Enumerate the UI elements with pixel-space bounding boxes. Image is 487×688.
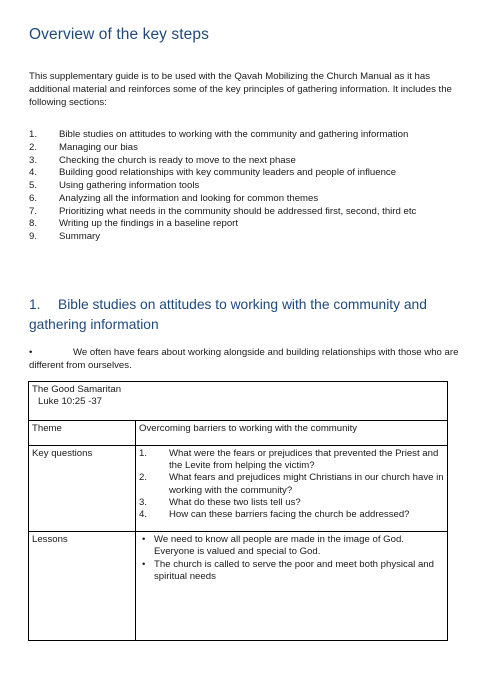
list-item-number: 9. (29, 231, 38, 242)
list-item (29, 193, 469, 206)
list-item-number: 2. (29, 141, 38, 153)
list-item (29, 206, 469, 219)
lesson-item (139, 534, 444, 558)
theme-value: Overcoming barriers to working with the community (136, 421, 448, 446)
list-item (29, 129, 469, 142)
lesson-text: We need to know all people are made in the image of God. Everyone is valued and special to God. (154, 534, 404, 558)
study-title-cell (29, 382, 448, 421)
question-number: 3. (139, 496, 148, 508)
list-item-text: Checking the church is ready to move to the next phase (59, 154, 296, 166)
questions-cell (136, 446, 448, 532)
study-reference: Luke 10:25 -37 (38, 396, 103, 408)
list-item-text: Summary (59, 231, 101, 242)
list-item (29, 155, 469, 168)
list-item-text: Building good relationships with key community leaders and people of influence (59, 167, 397, 179)
list-item (29, 231, 469, 244)
lessons-cell (136, 532, 448, 641)
list-item-text: Using gathering information tools (59, 180, 200, 191)
theme-label: Theme (29, 421, 136, 446)
section-number: 1. (29, 297, 41, 312)
sections-list (29, 129, 469, 244)
list-item-number: 7. (29, 205, 38, 217)
lesson-item (139, 559, 444, 583)
list-item-number: 6. (29, 192, 38, 204)
table-row (29, 382, 448, 421)
list-item-text: Writing up the findings in a baseline report (59, 218, 239, 230)
list-item-number: 5. (29, 180, 38, 191)
question-item (139, 472, 444, 496)
list-item-number: 4. (29, 167, 38, 179)
section-heading (29, 295, 459, 334)
list-item-number: 1. (29, 129, 38, 140)
list-item (29, 218, 469, 231)
table-row (29, 532, 448, 641)
section-heading-text: Bible studies on attitudes to working with the community and gathering information (29, 297, 427, 332)
list-item-number: 3. (29, 154, 38, 166)
question-number: 4. (139, 509, 148, 521)
table-row (29, 421, 448, 446)
list-item (29, 167, 469, 180)
question-text: What were the fears or prejudices that prevented the Priest and the Levite from helping the victim? (169, 448, 439, 472)
list-item-text: Managing our bias (59, 141, 138, 153)
question-text: How can these barriers facing the church be addressed? (169, 509, 410, 521)
question-item (139, 497, 444, 509)
bullet-icon: • (29, 347, 33, 358)
lesson-text: The church is called to serve the poor and meet both physical and spiritual needs (154, 558, 434, 582)
bullet-icon: • (142, 558, 146, 570)
intro-paragraph: This supplementary guide is to be used with the Qavah Mobilizing the Church Manual as it has additional material and reinforces some of the key principles of gathering information. It includes the following sections: (29, 71, 452, 108)
table-row (29, 446, 448, 532)
study-title: The Good Samaritan (32, 384, 122, 395)
list-item-text: Bible studies on attitudes to working with the community and gathering information (59, 129, 409, 140)
lessons-label: Lessons (29, 532, 136, 641)
list-item-number: 8. (29, 218, 38, 230)
page-title: Overview of the key steps (29, 26, 209, 43)
questions-label: Key questions (29, 446, 136, 532)
question-number: 2. (139, 472, 148, 484)
bullet-icon: • (142, 534, 146, 546)
bible-study-table (28, 381, 448, 641)
list-item-text: Prioritizing what needs in the community should be addressed first, second, third etc (59, 205, 417, 217)
question-item (139, 448, 444, 472)
list-item (29, 180, 469, 193)
question-text: What do these two lists tell us? (169, 496, 301, 508)
list-item (29, 142, 469, 155)
question-item (139, 509, 444, 521)
question-text: What fears and prejudices might Christians in our church have in working with the community? (169, 472, 444, 496)
list-item-text: Analyzing all the information and looking for common themes (59, 192, 319, 204)
bullet-text: We often have fears about working alongside and building relationships with those who are different from ourselves. (29, 347, 459, 371)
bullet-paragraph (29, 347, 459, 373)
question-number: 1. (139, 448, 148, 459)
